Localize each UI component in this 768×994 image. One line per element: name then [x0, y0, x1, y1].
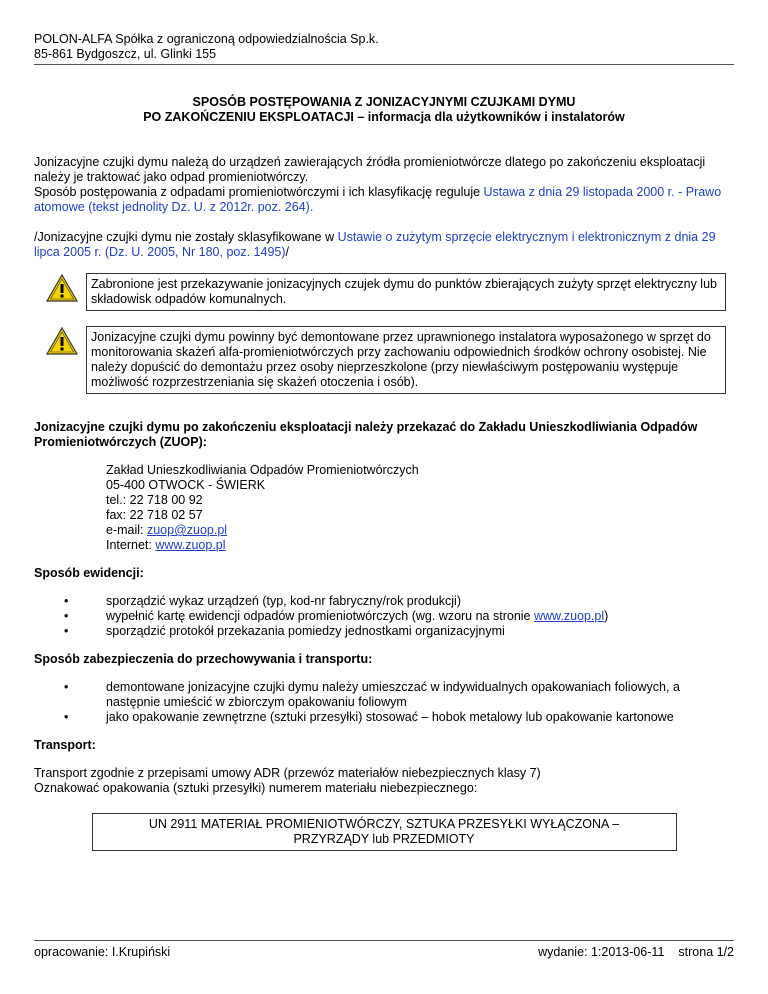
- transport-heading: Transport:: [34, 738, 96, 752]
- intro-section: [34, 155, 734, 260]
- regulation-text: Sposób postępowania z odpadami promieniotwórczymi i ich klasyfikację reguluje: [34, 185, 484, 199]
- document-page: [34, 32, 734, 851]
- zuop-address: [106, 463, 734, 553]
- bullet: •: [64, 710, 69, 724]
- warning-block-1: [34, 273, 734, 311]
- bullet: •: [64, 594, 69, 608]
- list-item-text: sporządzić wykaz urządzeń (typ, kod-nr fabryczny/rok produkcji): [106, 594, 461, 608]
- list-item-text: sporządzić protokół przekazania pomiedzy jednostkami organizacyjnymi: [106, 624, 505, 638]
- atomic-law-link[interactable]: Ustawa z dnia 29 listopada 2000 r. - Prawo atomowe (tekst jednolity Dz. U. z 2012r. poz. 264).: [34, 185, 722, 214]
- zuop-phone: tel.: 22 718 00 92: [106, 493, 203, 507]
- un-line-2: PRZYRZĄDY lub PRZEDMIOTY: [293, 832, 475, 846]
- zuop-website-link[interactable]: www.zuop.pl: [155, 538, 226, 552]
- classification-paragraph: [34, 230, 734, 260]
- list-item: [64, 710, 734, 725]
- list-item: [64, 609, 734, 624]
- zuop-city: 05-400 OTWOCK - ŚWIERK: [106, 478, 266, 492]
- regulation-paragraph: [34, 185, 734, 215]
- document-title: [34, 95, 734, 125]
- zuop-form-link[interactable]: www.zuop.pl: [533, 609, 605, 623]
- bullet: •: [64, 624, 69, 638]
- warning-icon: [45, 326, 79, 356]
- list-item: [64, 624, 734, 639]
- email-label: e-mail:: [106, 523, 147, 537]
- transport-line-2: Oznakować opakowania (sztuki przesyłki) numerem materiału niebezpiecznego:: [34, 781, 478, 795]
- warning-block-2: [34, 326, 734, 394]
- un-line-1: UN 2911 MATERIAŁ PROMIENIOTWÓRCZY, SZTUKA PRZESYŁKI WYŁĄCZONA –: [148, 817, 620, 831]
- warning-icon: [45, 273, 79, 303]
- records-heading: Sposób ewidencji:: [34, 566, 144, 580]
- list-item: [64, 594, 734, 609]
- transport-line-1: Transport zgodnie z przepisami umowy ADR (przewóz materiałów niebezpiecznych klasy 7): [34, 766, 541, 780]
- weee-act-link[interactable]: Ustawie o zużytym sprzęcie elektrycznym i elektronicznym z dnia 29 lipca 2005 r. (Dz. U. 2005, Nr 180, poz. 1495): [34, 230, 716, 259]
- zuop-fax: fax: 22 718 02 57: [106, 508, 203, 522]
- un-number-box: [92, 813, 677, 851]
- list-item-text: jako opakowanie zewnętrzne (sztuki przesyłki) stosować – hobok metalowy lub opakowanie kartonowe: [106, 710, 674, 724]
- footer-right: [524, 945, 734, 959]
- company-address: 85-861 Bydgoszcz, ul. Glinki 155: [34, 47, 217, 61]
- bullet: •: [64, 609, 69, 623]
- warning-text-2: Jonizacyjne czujki dymu powinny być demontowane przez uprawnionego instalatora wyposażonego w sprzęt do monitorowania skażeń alfa-promieniotwórczych przy zachowaniu odpowiednich środków ochrony osobistej. Nie należy dopuścić do demontażu przez osoby nieprzeszkolone (przy niewłaściwym postępowaniu występuje możliwość rozprzestrzeniania się skażeń otoczenia i osób).: [86, 326, 726, 394]
- zuop-internet-line: [106, 538, 734, 553]
- warning-text-1: Zabronione jest przekazywanie jonizacyjnych czujek dymu do punktów zbierających zużyty sprzęt elektryczny lub składowisk odpadów komunalnych.: [86, 273, 726, 311]
- list-item-text: demontowane jonizacyjne czujki dymu należy umieszczać w indywidualnych opakowaniach foliowych, a następnie umieścić w zbiorczym opakowaniu foliowym: [106, 680, 680, 709]
- page-footer: [34, 940, 734, 959]
- handover-heading: Jonizacyjne czujki dymu po zakończeniu eksploatacji należy przekazać do Zakładu Unieszkodliwiania Odpadów Promieniotwórczych (ZUOP):: [34, 420, 698, 449]
- list-item-text: wypełnić kartę ewidencji odpadów promieniotwórczych (wg. wzoru na stronie: [106, 609, 534, 623]
- internet-label: Internet:: [106, 538, 156, 552]
- security-heading: Sposób zabezpieczenia do przechowywania i transportu:: [34, 652, 373, 666]
- intro-paragraph: Jonizacyjne czujki dymu należą do urządzeń zawierających źródła promieniotwórcze dlatego po zakończeniu eksploatacji należy je traktować jako odpad promieniotwórczy.: [34, 155, 706, 184]
- classification-suffix: /: [285, 245, 290, 259]
- zuop-email-line: [106, 523, 734, 538]
- company-header: [34, 32, 734, 65]
- title-line-2: PO ZAKOŃCZENIU EKSPLOATACJI – informacja dla użytkowników i instalatorów: [143, 110, 625, 124]
- zuop-name: Zakład Unieszkodliwiania Odpadów Promieniotwórczych: [106, 463, 419, 477]
- zuop-email-link[interactable]: zuop@zuop.pl: [146, 523, 228, 537]
- footer-edition: wydanie: 1:2013-06-11: [538, 945, 665, 959]
- bullet: •: [64, 680, 69, 694]
- list-item-suffix: ): [604, 609, 609, 623]
- footer-page-number: strona 1/2: [678, 945, 734, 959]
- classification-text: /Jonizacyjne czujki dymu nie zostały sklasyfikowane w: [34, 230, 338, 244]
- list-item: [64, 680, 734, 710]
- title-line-1: SPOSÓB POSTĘPOWANIA Z JONIZACYJNYMI CZUJKAMI DYMU: [192, 95, 576, 109]
- records-list: [34, 594, 734, 639]
- footer-author: opracowanie: I.Krupiński: [34, 945, 171, 959]
- transport-text: [34, 766, 734, 796]
- company-name: POLON-ALFA Spółka z ograniczoną odpowiedzialnościa Sp.k.: [34, 32, 379, 46]
- security-list: [34, 680, 734, 725]
